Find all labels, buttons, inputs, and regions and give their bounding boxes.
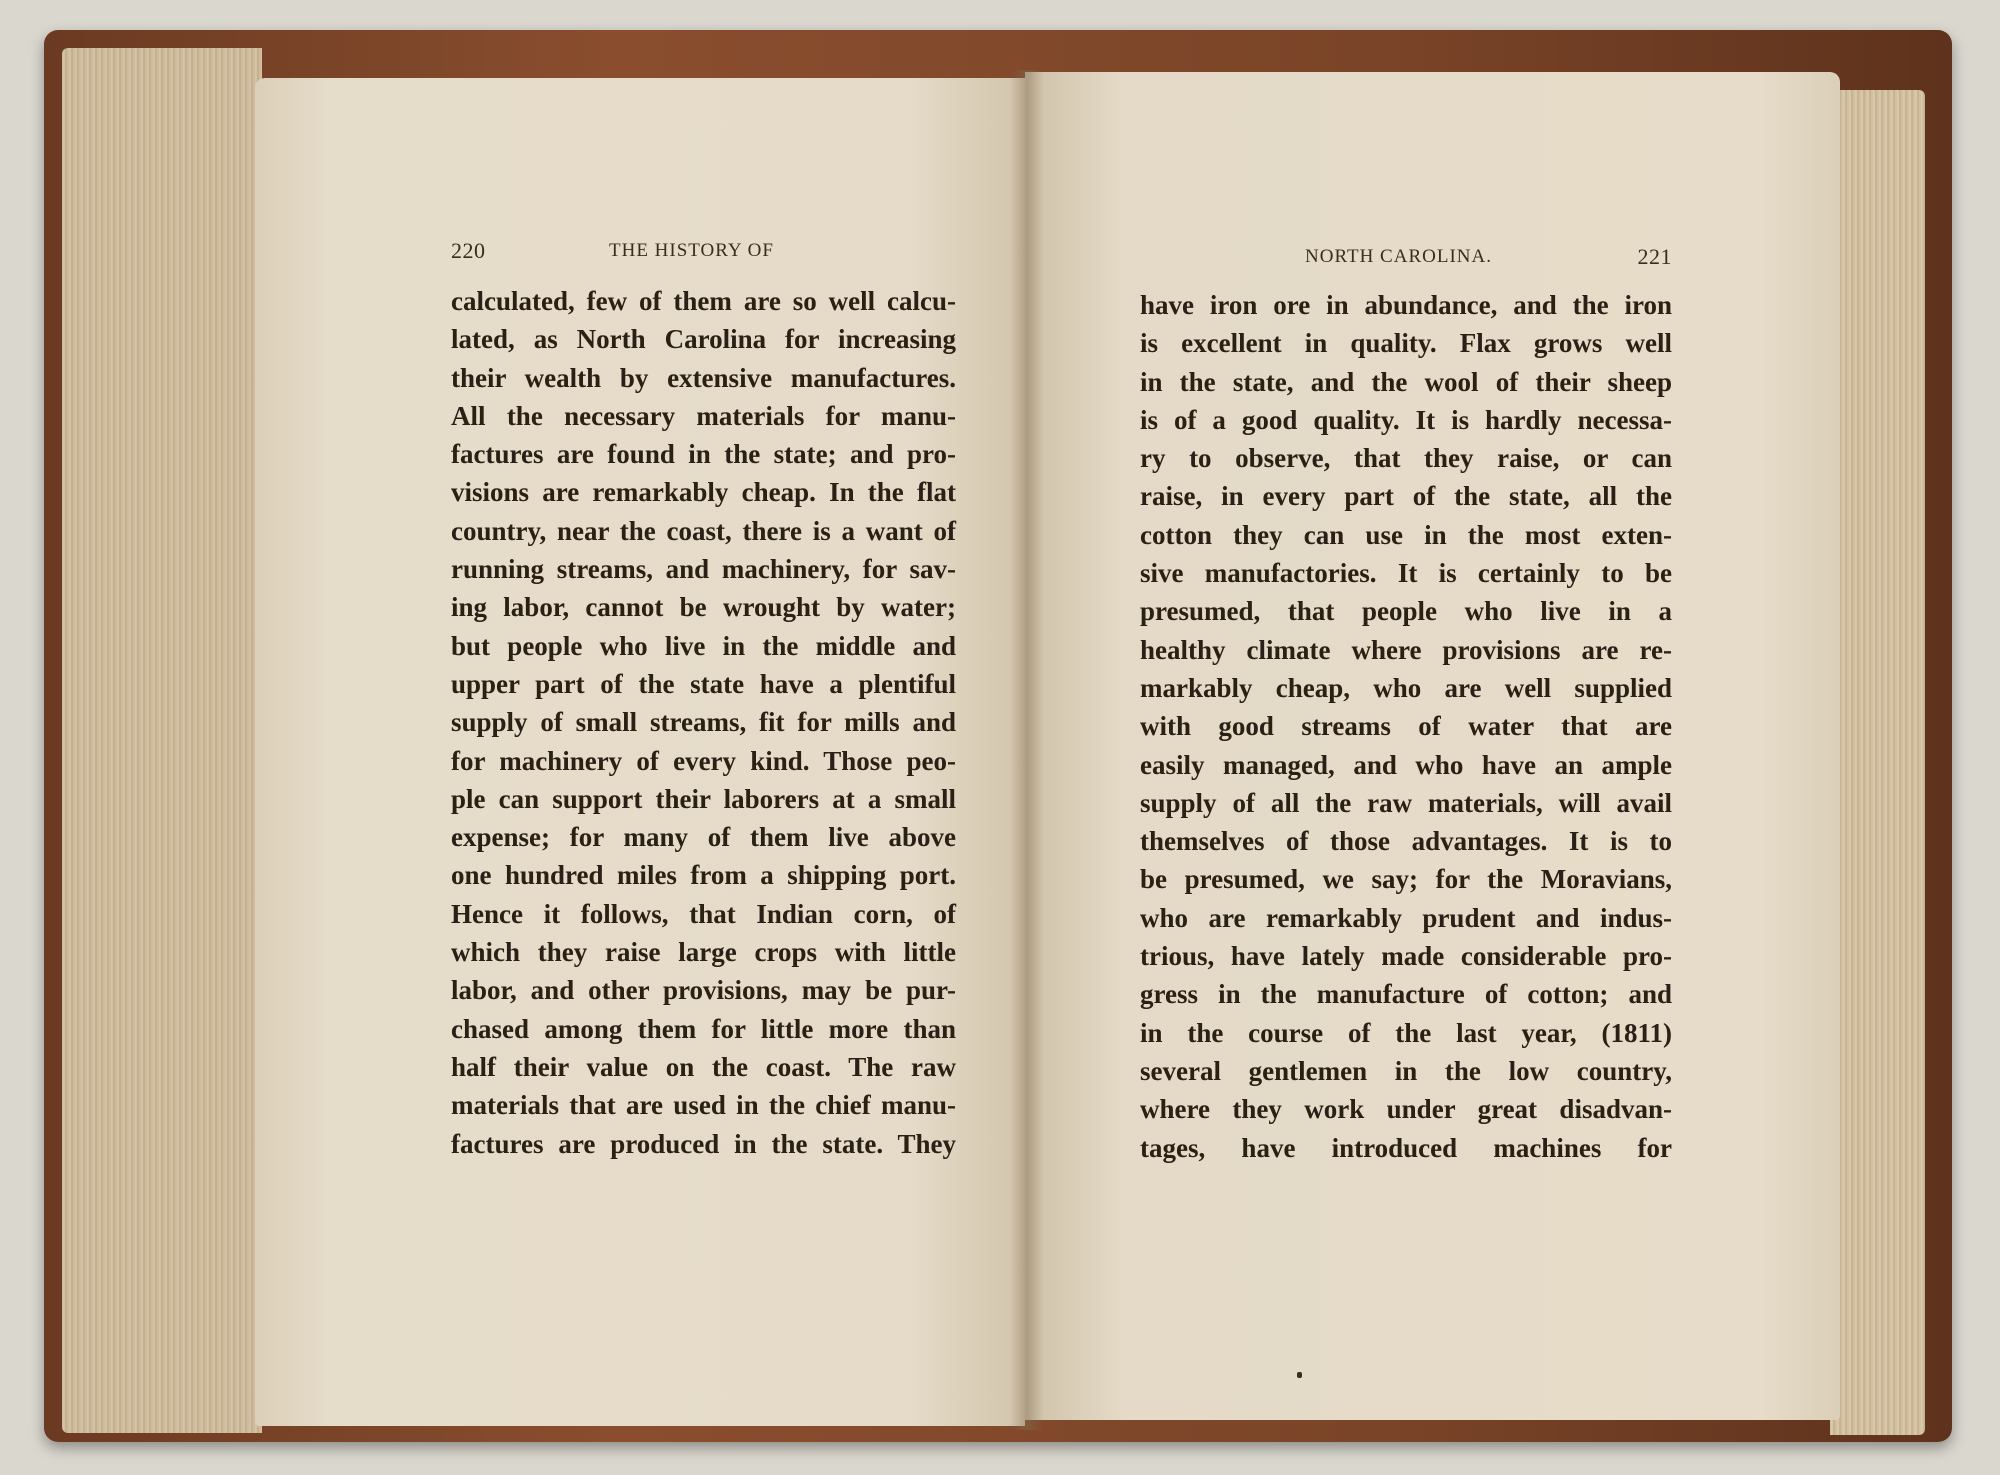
text-line: several gentlemen in the low country, [1140, 1055, 1672, 1086]
text-line: who are remarkably prudent and indus- [1140, 902, 1672, 933]
text-line: for machinery of every kind. Those peo- [451, 745, 956, 776]
text-line: is of a good quality. It is hardly necessa- [1140, 404, 1672, 435]
text-line: have iron ore in abundance, and the iron [1140, 290, 1672, 320]
right-page [1025, 72, 1840, 1420]
text-line: factures are produced in the state. They [451, 1128, 956, 1159]
text-line: ing labor, cannot be wrought by water; [451, 592, 956, 623]
right-page-text [1140, 286, 1672, 1167]
text-line: expense; for many of them live above [451, 822, 956, 853]
text-line: easily managed, and who have an ample [1140, 749, 1672, 780]
text-line: presumed, that people who live in a [1140, 596, 1672, 627]
text-line: one hundred miles from a shipping port. [451, 860, 956, 891]
text-line: supply of all the raw materials, will avail [1140, 787, 1672, 818]
text-line: which they raise large crops with little [451, 937, 956, 968]
text-line: but people who live in the middle and [451, 630, 956, 661]
text-line: with good streams of water that are [1140, 711, 1672, 742]
text-line: where they work under great disadvan- [1140, 1094, 1672, 1125]
text-line: country, near the coast, there is a want of [451, 515, 956, 546]
text-line: themselves of those advantages. It is to [1140, 826, 1672, 857]
text-line: chased among them for little more than [451, 1013, 956, 1044]
text-line: gress in the manufacture of cotton; and [1140, 979, 1672, 1010]
text-line: cotton they can use in the most exten- [1140, 519, 1672, 550]
text-line: is excellent in quality. Flax grows well [1140, 328, 1672, 359]
text-line: calculated, few of them are so well calcu- [451, 286, 956, 316]
left-running-head [451, 238, 991, 268]
text-line: visions are remarkably cheap. In the flat [451, 477, 956, 508]
text-line: running streams, and machinery, for sav- [451, 554, 956, 585]
text-line: be presumed, we say; for the Moravians, [1140, 864, 1672, 895]
text-line: upper part of the state have a plentiful [451, 668, 956, 699]
left-running-title: THE HISTORY OF [609, 240, 774, 261]
text-line: their wealth by extensive manufactures. [451, 362, 956, 393]
text-line: lated, as North Carolina for increasing [451, 324, 956, 355]
text-line: trious, have lately made considerable pro- [1140, 941, 1672, 972]
text-line: labor, and other provisions, may be pur- [451, 975, 956, 1006]
left-page-number: 220 [451, 238, 486, 263]
text-line: All the necessary materials for manu- [451, 400, 956, 431]
text-line: factures are found in the state; and pro- [451, 439, 956, 470]
left-page-text [451, 282, 956, 1163]
text-line: sive manufactories. It is certainly to be [1140, 558, 1672, 589]
text-line: in the state, and the wool of their sheep [1140, 366, 1672, 397]
text-line: ry to observe, that they raise, or can [1140, 443, 1672, 474]
ink-speck [1297, 1372, 1302, 1378]
text-line: half their value on the coast. The raw [451, 1051, 956, 1082]
right-page-number: 221 [1637, 244, 1672, 269]
text-line: markably cheap, who are well supplied [1140, 672, 1672, 703]
right-page-edges [1830, 90, 1925, 1435]
text-line: tages, have introduced machines for [1140, 1132, 1672, 1163]
book-gutter [1010, 70, 1044, 1430]
right-running-title: NORTH CAROLINA. [1305, 246, 1492, 267]
text-line: supply of small streams, fit for mills and [451, 707, 956, 738]
text-line: in the course of the last year, (1811) [1140, 1017, 1672, 1048]
left-page [255, 78, 1025, 1426]
right-running-head [1140, 244, 1672, 274]
text-line: raise, in every part of the state, all the [1140, 481, 1672, 512]
text-line: healthy climate where provisions are re- [1140, 634, 1672, 665]
text-line: Hence it follows, that Indian corn, of [451, 898, 956, 929]
text-line: ple can support their laborers at a small [451, 783, 956, 814]
left-page-edges [62, 48, 262, 1433]
text-line: materials that are used in the chief manu- [451, 1090, 956, 1121]
